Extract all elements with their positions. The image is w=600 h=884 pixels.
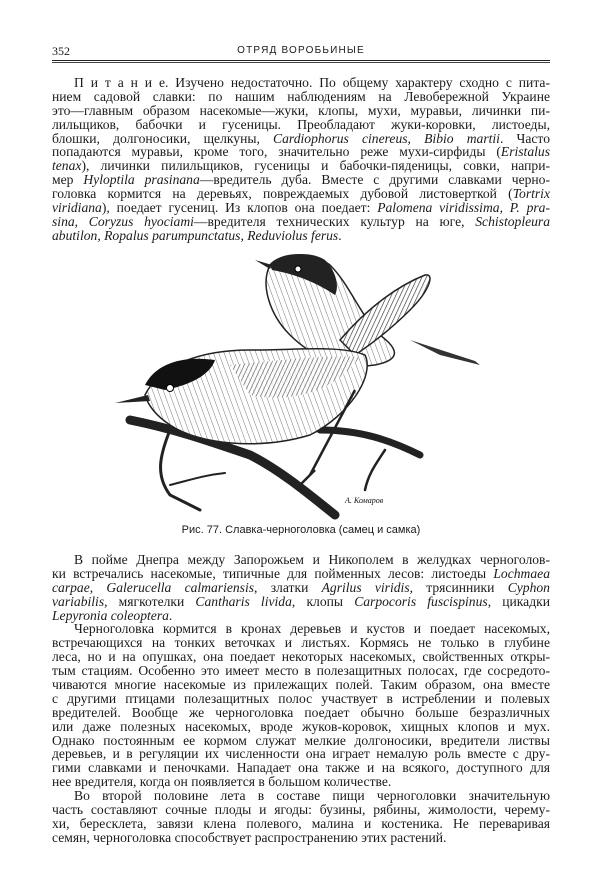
- header-rule: [52, 60, 550, 63]
- latin-name: viridiana: [52, 200, 102, 216]
- text-run: головка кормится на деревьях, повреждаемых дубовой листоверткой (: [52, 186, 513, 202]
- text-line: [52, 664, 550, 678]
- text-run: часть составляют сочные плоды и ягоды: бузины, рябины, жимолости, черему-: [52, 802, 550, 818]
- text-run: или даже полезных насекомых, вроде жуков-коровок, хищных клопов и мух.: [52, 718, 550, 734]
- text-run: В пойме Днепра между Запорожьем и Никополем в желудках черноголов-: [74, 552, 550, 567]
- latin-name: Agrilus viridis: [321, 579, 410, 595]
- text-run: чиваются многие насекомые из прилежащих полей. Таким образом, она вместе: [52, 677, 550, 693]
- text-run: тым стациям. Особенно это имеет место в полезащитных полосах, где сосредото-: [52, 663, 550, 679]
- text-line: [52, 692, 550, 706]
- text-line: [52, 678, 550, 692]
- paragraph-dnieper: [52, 553, 550, 622]
- text-run: , клопы: [291, 593, 355, 609]
- paragraph-fruits: [52, 789, 550, 845]
- text-line: [52, 201, 550, 215]
- latin-name: Carpocoris fuscispinus: [354, 593, 488, 609]
- text-line: [52, 831, 550, 845]
- text-line: [52, 215, 550, 229]
- latin-name: Tortrix: [512, 186, 550, 202]
- latin-name: abutilon: [52, 227, 98, 243]
- figure-caption: Рис. 77. Славка-черноголовка (самец и самка): [181, 524, 421, 536]
- latin-name: Cyphon: [507, 579, 550, 595]
- text-line: [52, 145, 550, 159]
- text-line: [52, 595, 550, 609]
- text-run: Во второй половине лета в составе пищи черноголовки значительную: [74, 788, 550, 804]
- text-line: [52, 706, 550, 720]
- text-line: [52, 159, 550, 173]
- latin-name: tenax: [52, 158, 82, 174]
- text-line: [52, 173, 550, 187]
- text-run: семян, черноголовка способствует распространению этих растений.: [52, 829, 447, 845]
- artist-signature: А. Комаров: [345, 496, 384, 505]
- text-run: деревьев, и в регуляции их численности она играет немалую роль вместе с дру-: [52, 746, 550, 762]
- text-run: хи, бересклета, завязи клена полевого, малина и костеника. Не переваривая: [52, 815, 550, 831]
- text-line: [52, 581, 550, 595]
- latin-name: Eristalus: [500, 144, 550, 160]
- latin-name: sina, Coryzus hyociami: [52, 213, 194, 229]
- text-line: [52, 118, 550, 132]
- text-run: , златки: [254, 579, 322, 595]
- text-line: [52, 817, 550, 831]
- paragraph-nutrition: [52, 76, 550, 243]
- text-line: [52, 104, 550, 118]
- text-line: [52, 789, 550, 803]
- text-line: [52, 734, 550, 748]
- text-line: [52, 775, 550, 789]
- latin-name: Lepyronia coleoptera: [52, 607, 169, 623]
- text-line: [52, 609, 550, 623]
- latin-name: variabilis: [52, 593, 105, 609]
- latin-name: Hyloptila prasinana: [83, 172, 200, 188]
- page-number: 352: [52, 44, 70, 58]
- text-run: ки встречались насекомые, типичные для пойменных лесов: листоеды: [52, 565, 494, 581]
- text-run: это—главным образом насекомые—жуки, клопы, мухи, муравьи, личинки пи-: [52, 102, 550, 118]
- text-line: [52, 76, 550, 90]
- latin-name: Ropalus parumpunctatus, Reduviolus ferus: [104, 227, 339, 243]
- text-run: . Часто: [499, 130, 550, 146]
- text-run: .: [338, 227, 342, 243]
- text-run: нее вредителя, когда он появляется в большом количестве.: [52, 774, 392, 790]
- text-run: , цикадки: [487, 593, 551, 609]
- text-run: леса, но и на опушках, она поедает некоторых насекомых, свойственных откры-: [52, 649, 550, 665]
- text-run: П и т а н и е. Изучено недостаточно. По общему характеру сходно с пита-: [74, 75, 550, 90]
- text-run: вредителей. Вообще же черноголовка поедает обычно больше безразличных: [52, 704, 550, 720]
- latin-name: Cantharis livida: [195, 593, 292, 609]
- text-line: [52, 90, 550, 104]
- text-line: [52, 761, 550, 775]
- text-line: [52, 187, 550, 201]
- text-line: [52, 803, 550, 817]
- text-line: [52, 567, 550, 581]
- text-run: ), поедает гусениц. Из клопов она поедает:: [101, 200, 378, 216]
- text-run: Черноголовка кормится в кронах деревьев и кустов и поедает насекомых,: [74, 621, 550, 637]
- text-run: нием садовой славки: по нашим наблюдениям на Левобережной Украине: [52, 88, 550, 104]
- text-run: лильщиков, бабочки и гусеницы. Преобладают жуки-коровки, листоеды,: [52, 116, 550, 132]
- text-line: [52, 132, 550, 146]
- text-line: [52, 636, 550, 650]
- running-title: ОТРЯД ВОРОБЬИНЫЕ: [237, 45, 365, 56]
- text-run: мер: [52, 172, 84, 188]
- text-run: —вредителя технических культур на юге,: [193, 213, 476, 229]
- text-run: , мягкотелки: [104, 593, 196, 609]
- text-line: [52, 553, 550, 567]
- latin-name: Lochmaea: [493, 565, 550, 581]
- bird-illustration: [110, 245, 490, 525]
- text-run: блошки, долгоносики, щелкуны,: [52, 130, 274, 146]
- text-run: Однако постоянным ее кормом служат мелкие долгоносики, вредители листвы: [52, 732, 550, 748]
- paragraph-feeding: [52, 622, 550, 789]
- blackcap-drawing: [110, 245, 490, 525]
- text-line: [52, 720, 550, 734]
- text-run: ,: [97, 227, 105, 243]
- text-line: [52, 622, 550, 636]
- text-run: —вредитель дуба. Вместе с другими славками черно-: [199, 172, 550, 188]
- text-run: гими славками и пеночками. Нападает она также и на всякого, доступного для: [52, 760, 550, 776]
- text-run: ), личинки пилильщиков, гусеницы и бабочки-пяденицы, совки, напри-: [81, 158, 550, 174]
- latin-name: Cardiophorus cinereus, Bibio martii: [273, 130, 500, 146]
- text-run: попадаются муравьи, кроме того, значительно реже мухи-сирфиды (: [52, 144, 501, 160]
- text-run: встречающихся на тонких веточках и листьях. Кормясь не только в глубине: [52, 635, 550, 651]
- text-run: .: [168, 607, 173, 623]
- text-run: , трясинники: [409, 579, 508, 595]
- text-line: [52, 650, 550, 664]
- latin-name: carpae, Galerucella calmariensis: [52, 579, 255, 595]
- latin-name: Schistopleura: [475, 213, 551, 229]
- text-run: с другими птицами полезащитных полос участвует в истреблении и полевых: [52, 690, 550, 706]
- text-line: [52, 229, 550, 243]
- text-line: [52, 747, 550, 761]
- latin-name: Palomena viridissima, P. pra-: [377, 200, 550, 216]
